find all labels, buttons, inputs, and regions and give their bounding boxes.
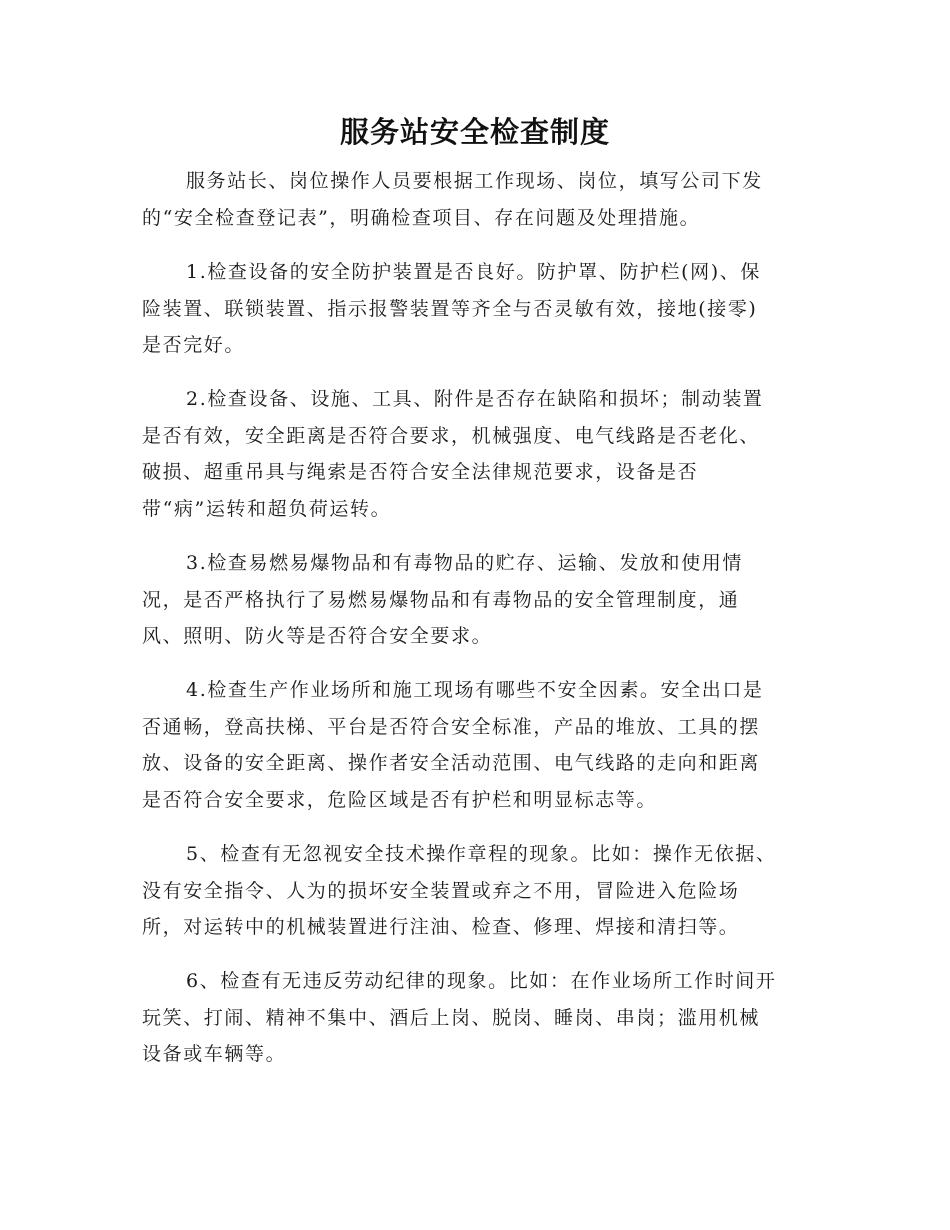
paragraph-line: 5、检查有无忽视安全技术操作章程的现象。比如：操作无依据、: [186, 843, 777, 865]
document-title: 服务站安全检查制度: [339, 115, 610, 149]
paragraph-line: 6、检查有无违反劳动纪律的现象。比如：在作业场所工作时间开: [186, 970, 777, 992]
paragraph-line: 设备或车辆等。: [142, 1043, 287, 1065]
paragraph-line: 所，对运转中的机械装置进行注油、检查、修理、焊接和清扫等。: [142, 916, 740, 938]
paragraph-line: 况，是否严格执行了易燃易爆物品和有毒物品的安全管理制度，通: [142, 588, 740, 611]
paragraph-item-1: [142, 254, 807, 364]
paragraph-item-4: [142, 672, 807, 818]
paragraph-line: 带“病”运转和超负荷运转。: [142, 497, 392, 520]
paragraph-line: 否通畅，登高扶梯、平台是否符合安全标准，产品的堆放、工具的摆: [142, 715, 761, 738]
paragraph-line: 风、照明、防火等是否符合安全要求。: [142, 625, 493, 647]
paragraph-line: 服务站长、岗位操作人员要根据工作现场、岗位，填写公司下发: [186, 170, 763, 192]
paragraph-line: 玩笑、打闹、精神不集中、酒后上岗、脱岗、睡岗、串岗；滥用机械: [142, 1006, 761, 1029]
paragraph-line: 4.检查生产作业场所和施工现场有哪些不安全因素。安全出口是: [186, 679, 764, 701]
paragraph-item-3: [142, 545, 807, 655]
paragraph-line: 是否有效，安全距离是否符合要求，机械强度、电气线路是否老化、: [142, 424, 761, 447]
paragraph-line: 放、设备的安全距离、操作者安全活动范围、电气线路的走向和距离: [142, 752, 761, 774]
paragraph-line: 是否符合安全要求，危险区域是否有护栏和明显标志等。: [142, 788, 658, 811]
paragraph-line: 1.检查设备的安全防护装置是否良好。防护罩、防护栏(网)、保: [186, 261, 761, 283]
paragraph-line: 险装置、联锁装置、指示报警装置等齐全与否灵敏有效，接地(接零): [142, 297, 758, 320]
paragraph-line: 是否完好。: [142, 334, 246, 356]
paragraph-item-2: [142, 381, 807, 527]
paragraph-line: 3.检查易燃易爆物品和有毒物品的贮存、运输、发放和使用情: [186, 552, 743, 574]
paragraph-line: 没有安全指令、人为的损坏安全装置或弃之不用，冒险进入危险场: [142, 879, 740, 902]
paragraph-line: 破损、超重吊具与绳索是否符合安全法律规范要求，设备是否: [142, 461, 699, 483]
paragraph-item-6: [142, 963, 807, 1073]
intro-paragraph: [142, 163, 807, 236]
paragraph-line: 2.检查设备、设施、工具、附件是否存在缺陷和损坏；制动装置: [186, 388, 764, 410]
paragraph-item-5: [142, 836, 807, 946]
paragraph-line: 的“安全检查登记表”，明确检查项目、存在问题及处理措施。: [142, 206, 701, 229]
